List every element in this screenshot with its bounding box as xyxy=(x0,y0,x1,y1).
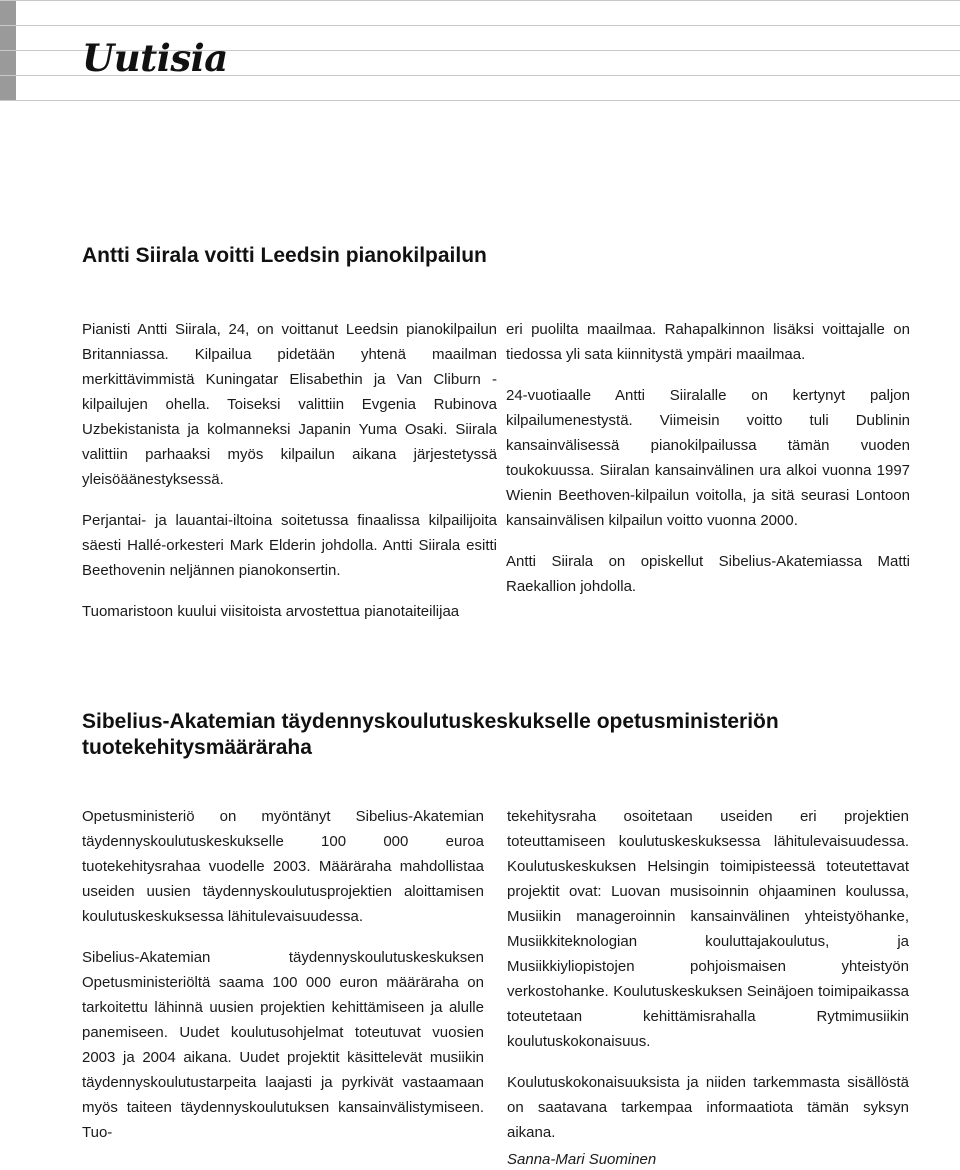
article-title: Antti Siirala voitti Leedsin pianokilpailun xyxy=(82,244,487,267)
staff-line xyxy=(0,0,960,1)
author-signature: Sanna-Mari Suominen xyxy=(507,1151,657,1168)
article-right-column xyxy=(506,317,910,599)
paragraph: Antti Siirala on opiskellut Sibelius-Akatemiassa Matti Raekallion johdolla. xyxy=(506,553,910,595)
paragraph: Perjantai- ja lauantai-iltoina soitetussa finaalissa kilpailijoita säesti Hallé-orkesteri Mark Elderin johdolla. Antti Siirala esitti Beethovenin neljännen pianokonsertin. xyxy=(82,512,497,579)
article-left-column xyxy=(82,804,484,1145)
paragraph: 24-vuotiaalle Antti Siiralalle on kertynyt paljon kilpailumenestystä. Viimeisin voitto tuli Dublinin kansainvälisessä pianokilpailussa tämän vuoden toukokuussa. Siiralan kansainvälinen ura alkoi vuonna 1997 Wienin Beethoven-kilpailun voitolla, ja sitä seurasi Lontoon kansainvälisen kilpailun voitto vuonna 2000. xyxy=(506,387,910,529)
paragraph: Tuomaristoon kuului viisitoista arvostettua pianotaiteilijaa xyxy=(82,603,460,620)
paragraph: Pianisti Antti Siirala, 24, on voittanut Leedsin pianokilpailun Britanniassa. Kilpailua pidetään yhtenä maailman merkittävimmistä Kuningatar Elisabethin ja Van Cliburn -kilpailujen ohella. Toiseksi valittiin Evgenia Rubinova Uzbekistanista ja kolmanneksi Japanin Yuma Osaki. Siirala valittiin parhaaksi myös kilpailun aikana järjestetyssä yleisöäänestyksessä. xyxy=(82,321,497,488)
page-title: Uutisia xyxy=(82,36,228,80)
staff-line xyxy=(0,100,960,101)
article-left-column xyxy=(82,317,497,624)
paragraph: Sibelius-Akatemian täydennyskoulutuskeskuksen Opetusministeriöltä saama 100 000 euron määräraha on tarkoitettu lähinnä uusien projektien kehittämiseen ja alulle panemiseen. Uudet koulutusohjelmat toteutuvat vuosien 2003 ja 2004 aikana. Uudet projektit käsittelevät musiikin täydennyskoulutustarpeita laajasti ja pyrkivät vastaamaan myös taiteen täydennyskoulutuksen kansainvälistymiseen. Tuo- xyxy=(82,949,484,1141)
paragraph: Opetusministeriö on myöntänyt Sibelius-Akatemian täydennyskoulutuskeskukselle 100 000 euroa tuotekehitysrahaa vuodelle 2003. Määräraha mahdollistaa useiden uusien täydennyskoulutusprojektien aloittamisen koulutuskeskuksessa lähitulevaisuudessa. xyxy=(82,808,484,925)
paragraph: eri puolilta maailmaa. Rahapalkinnon lisäksi voittajalle on tiedossa yli sata kiinnitystä ympäri maailmaa. xyxy=(506,321,910,363)
article-title: Sibelius-Akatemian täydennyskoulutuskeskukselle opetusministeriön tuotekehitysmääräraha xyxy=(82,710,779,759)
paragraph: Koulutuskokonaisuuksista ja niiden tarkemmasta sisällöstä on saatavana tarkempaa informaatiota tämän syksyn aikana. xyxy=(507,1074,909,1141)
article-right-column xyxy=(507,804,909,1145)
staff-line xyxy=(0,25,960,26)
paragraph: tekehitysraha osoitetaan useiden eri projektien toteuttamiseen koulutuskeskuksessa lähitulevaisuudessa. Koulutuskeskuksen Helsingin toimipisteessä toteutettavat projektit ovat: Luovan musisoinnin ohjaaminen koulussa, Musiikin manageroinnin kansainvälinen yhteistyöhanke, Musiikkiteknologian kouluttajakoulutus, ja Musiikkiyliopistojen pohjoismaisen yhteistyön verkostohanke. Koulutuskeskuksen Seinäjoen toimipaikassa toteutetaan kehittämisrahalla Rytmimusiikin koulutuskokonaisuus. xyxy=(507,808,909,1050)
